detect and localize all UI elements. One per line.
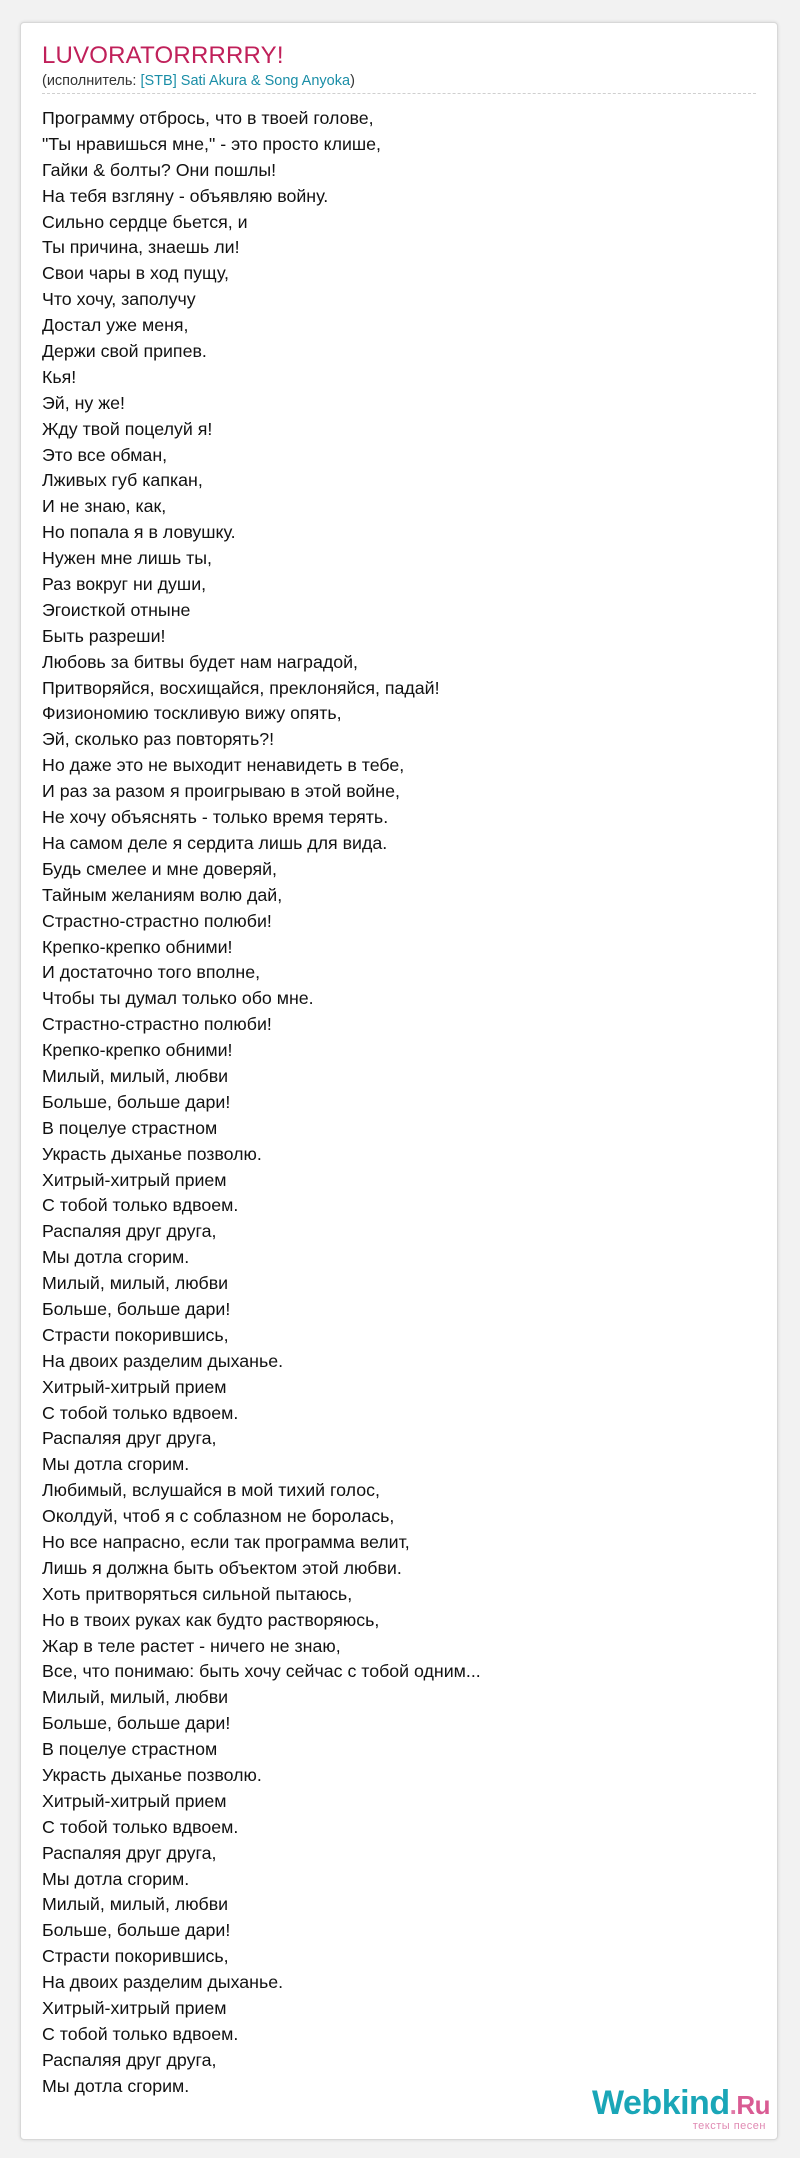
lyric-line: Гайки & болты? Они пошлы! bbox=[42, 159, 277, 180]
lyrics-list bbox=[42, 106, 742, 2100]
lyric-line: Держи свой припев. bbox=[42, 341, 207, 362]
song-title: LUVORATORRRRRY! bbox=[42, 42, 284, 69]
lyric-line: Распаляя друг друга, bbox=[42, 1221, 217, 1242]
lyric-line: Но все напрасно, если так программа велит, bbox=[42, 1531, 410, 1552]
lyric-line: Околдуй, чтоб я с соблазном не боролась, bbox=[42, 1506, 395, 1527]
lyric-line: Достал уже меня, bbox=[42, 315, 189, 336]
lyric-line: И раз за разом я проигрываю в этой войне, bbox=[42, 781, 400, 802]
lyric-line: Хоть притворяться сильной пытаюсь, bbox=[42, 1583, 353, 1604]
lyric-line: Но даже это не выходит ненавидеть в тебе, bbox=[42, 755, 405, 776]
logo-tld: Ru bbox=[736, 2090, 770, 2120]
lyric-line: С тобой только вдвоем. bbox=[42, 1195, 239, 1216]
lyric-line: Хитрый-хитрый прием bbox=[42, 1169, 227, 1190]
logo-tagline: тексты песен bbox=[692, 2120, 766, 2132]
lyric-line: С тобой только вдвоем. bbox=[42, 1402, 239, 1423]
lyric-line: Лишь я должна быть объектом этой любви. bbox=[42, 1557, 402, 1578]
lyric-line: Крепко-крепко обними! bbox=[42, 1040, 233, 1061]
lyric-line: Украсть дыханье позволю. bbox=[42, 1143, 262, 1164]
lyric-line: Больше, больше дари! bbox=[42, 1920, 231, 1941]
lyric-line: Жар в теле растет - ничего не знаю, bbox=[42, 1635, 341, 1656]
lyric-line: Сильно сердце бьется, и bbox=[42, 211, 248, 232]
lyric-line: Физиономию тоскливую вижу опять, bbox=[42, 703, 342, 724]
lyric-line: На двоих разделим дыханье. bbox=[42, 1972, 284, 1993]
lyric-line: Чтобы ты думал только обо мне. bbox=[42, 988, 314, 1009]
lyric-line: Хитрый-хитрый прием bbox=[42, 1998, 227, 2019]
lyric-line: На самом деле я сердита лишь для вида. bbox=[42, 832, 388, 853]
artist-line bbox=[42, 73, 355, 89]
logo-name: Webkind bbox=[592, 2084, 730, 2122]
lyric-line: "Ты нравишься мне," - это просто клише, bbox=[42, 133, 381, 154]
lyric-line: В поцелуе страстном bbox=[42, 1739, 218, 1760]
lyric-line: Любовь за битвы будет нам наградой, bbox=[42, 651, 358, 672]
lyric-line: С тобой только вдвоем. bbox=[42, 1816, 239, 1837]
lyric-line: И не знаю, как, bbox=[42, 496, 167, 517]
lyric-line: Мы дотла сгорим. bbox=[42, 1868, 190, 1889]
title-divider bbox=[42, 93, 756, 94]
lyric-line: Крепко-крепко обними! bbox=[42, 936, 233, 957]
lyric-line: Хитрый-хитрый прием bbox=[42, 1790, 227, 1811]
lyric-line: Эй, ну же! bbox=[42, 392, 125, 413]
lyric-line: Это все обман, bbox=[42, 444, 168, 465]
lyric-line: В поцелуе страстном bbox=[42, 1117, 218, 1138]
lyric-line: Мы дотла сгорим. bbox=[42, 1454, 190, 1475]
lyric-line: Больше, больше дари! bbox=[42, 1298, 231, 1319]
lyric-line: Страсти покорившись, bbox=[42, 1324, 229, 1345]
lyric-line: Будь смелее и мне доверяй, bbox=[42, 858, 278, 879]
lyric-line: Не хочу объяснять - только время терять. bbox=[42, 807, 389, 828]
lyric-line: Лживых губ капкан, bbox=[42, 470, 203, 491]
lyric-line: Свои чары в ход пущу, bbox=[42, 263, 229, 284]
lyric-line: Милый, милый, любви bbox=[42, 1687, 229, 1708]
lyric-line: Ты причина, знаешь ли! bbox=[42, 237, 240, 258]
webkind-logo[interactable] bbox=[592, 2086, 770, 2132]
lyric-line: Больше, больше дари! bbox=[42, 1091, 231, 1112]
lyric-line: Страстно-страстно полюби! bbox=[42, 1014, 272, 1035]
lyric-line: Кья! bbox=[42, 366, 77, 387]
lyric-line: Раз вокруг ни души, bbox=[42, 574, 207, 595]
artist-link[interactable]: [STB] Sati Akura & Song Anyoka bbox=[140, 73, 351, 89]
logo-wordmark bbox=[592, 2086, 770, 2122]
lyric-line: Милый, милый, любви bbox=[42, 1894, 229, 1915]
lyric-line: Страстно-страстно полюби! bbox=[42, 910, 272, 931]
lyric-line: И достаточно того вполне, bbox=[42, 962, 261, 983]
lyric-line: Украсть дыханье позволю. bbox=[42, 1765, 262, 1785]
lyric-line: Милый, милый, любви bbox=[42, 1065, 229, 1086]
lyric-line: Но в твоих руках как будто растворяюсь, bbox=[42, 1609, 380, 1630]
lyric-line: Тайным желаниям волю дай, bbox=[42, 884, 283, 905]
lyric-line: Любимый, вслушайся в мой тихий голос, bbox=[42, 1480, 380, 1501]
lyric-line: Мы дотла сгорим. bbox=[42, 2075, 190, 2096]
lyric-line: Жду твой поцелуй я! bbox=[42, 418, 213, 439]
lyric-line: Что хочу, заполучу bbox=[42, 289, 196, 310]
lyric-line: Эй, сколько раз повторять?! bbox=[42, 729, 275, 750]
lyric-line: С тобой только вдвоем. bbox=[42, 2023, 239, 2044]
lyric-line: Распаляя друг друга, bbox=[42, 2049, 217, 2070]
lyric-line: Мы дотла сгорим. bbox=[42, 1247, 190, 1268]
artist-prefix: (исполнитель: bbox=[42, 73, 141, 89]
lyric-line: Нужен мне лишь ты, bbox=[42, 548, 212, 569]
lyric-line: Программу отбрось, что в твоей голове, bbox=[42, 108, 374, 128]
logo-dot: . bbox=[729, 2090, 737, 2120]
lyric-line: На двоих разделим дыханье. bbox=[42, 1350, 284, 1371]
artist-suffix: ) bbox=[350, 73, 355, 89]
lyric-line: Но попала я в ловушку. bbox=[42, 522, 236, 543]
lyric-line: Страсти покорившись, bbox=[42, 1946, 229, 1967]
lyric-line: Притворяйся, восхищайся, преклоняйся, падай! bbox=[42, 677, 440, 698]
lyric-line: На тебя взгляну - объявляю войну. bbox=[42, 185, 329, 206]
lyric-line: Распаляя друг друга, bbox=[42, 1842, 217, 1863]
lyric-line: Эгоисткой отныне bbox=[42, 599, 191, 620]
lyric-line: Милый, милый, любви bbox=[42, 1273, 229, 1294]
lyric-line: Хитрый-хитрый прием bbox=[42, 1376, 227, 1397]
lyric-line: Больше, больше дари! bbox=[42, 1713, 231, 1734]
lyric-line: Все, что понимаю: быть хочу сейчас с тобой одним... bbox=[42, 1661, 481, 1682]
lyric-line: Быть разреши! bbox=[42, 625, 166, 646]
lyric-line: Распаляя друг друга, bbox=[42, 1428, 217, 1449]
